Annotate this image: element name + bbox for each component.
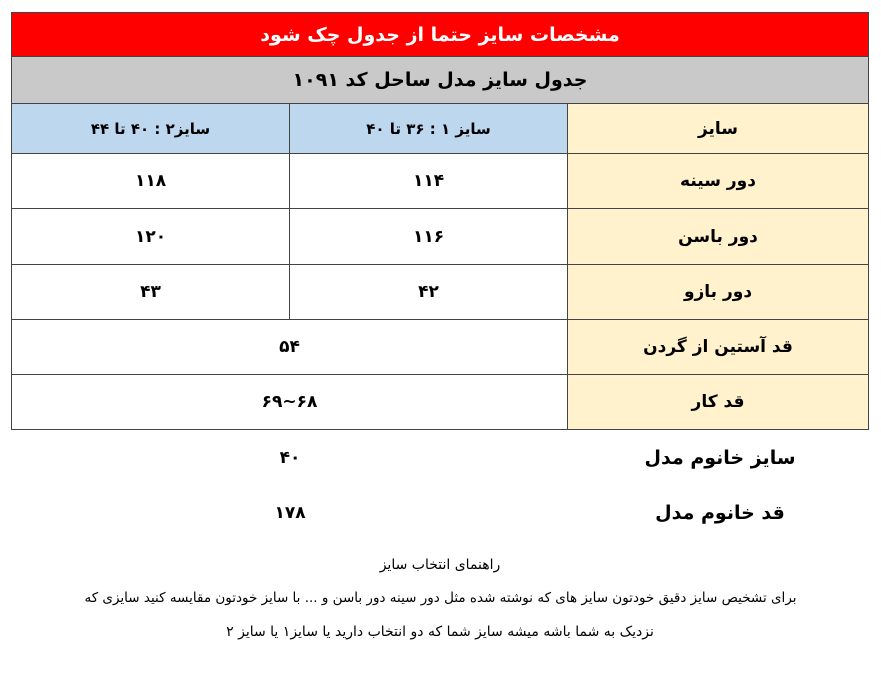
- row-length-value: ۶۸~۶۹: [11, 374, 568, 430]
- model-height-value: ۱۷۸: [274, 503, 306, 523]
- guide-line-2: نزدیک به شما باشه میشه سایز شما که دو انتخاب دارید یا سایز۱ یا سایز ۲: [226, 624, 654, 640]
- row-hip-size1: ۱۱۶: [289, 208, 568, 265]
- row-hip-size2: ۱۲۰: [11, 208, 290, 265]
- model-size-label: سایز خانوم مدل: [644, 447, 796, 469]
- row-label-length: قد کار: [567, 374, 869, 430]
- row-arm-size1: ۴۲: [289, 264, 568, 320]
- header-size1-cell: سایز ۱ : ۳۶ تا ۴۰: [289, 103, 568, 154]
- header-label-cell: سایز: [567, 103, 869, 154]
- row-chest-size1: ۱۱۴: [289, 153, 568, 209]
- row-sleeve-value: ۵۴: [11, 319, 568, 375]
- row-arm-size2: ۴۳: [11, 264, 290, 320]
- model-height-label: قد خانوم مدل: [655, 502, 785, 524]
- row-label-arm: دور بازو: [567, 264, 869, 320]
- row-label-chest: دور سینه: [567, 153, 869, 209]
- header-size2-cell: سایز۲ : ۴۰ تا ۴۴: [11, 103, 290, 154]
- table-title: مشخصات سایز حتما از جدول چک شود: [11, 12, 869, 57]
- model-size-value: ۴۰: [279, 448, 301, 468]
- row-label-sleeve: قد آستین از گردن: [567, 319, 869, 375]
- guide-line-1: برای تشخیص سایز دقیق خودتون سایز های که نوشته شده مثل دور سینه دور باسن و ... با سایز خودتون مقایسه کنید سایزی که: [84, 590, 797, 606]
- row-chest-size2: ۱۱۸: [11, 153, 290, 209]
- row-label-hip: دور باسن: [567, 208, 869, 265]
- table-subtitle: جدول سایز مدل ساحل کد ۱۰۹۱: [11, 56, 869, 104]
- guide-title: راهنمای انتخاب سایز: [379, 557, 501, 573]
